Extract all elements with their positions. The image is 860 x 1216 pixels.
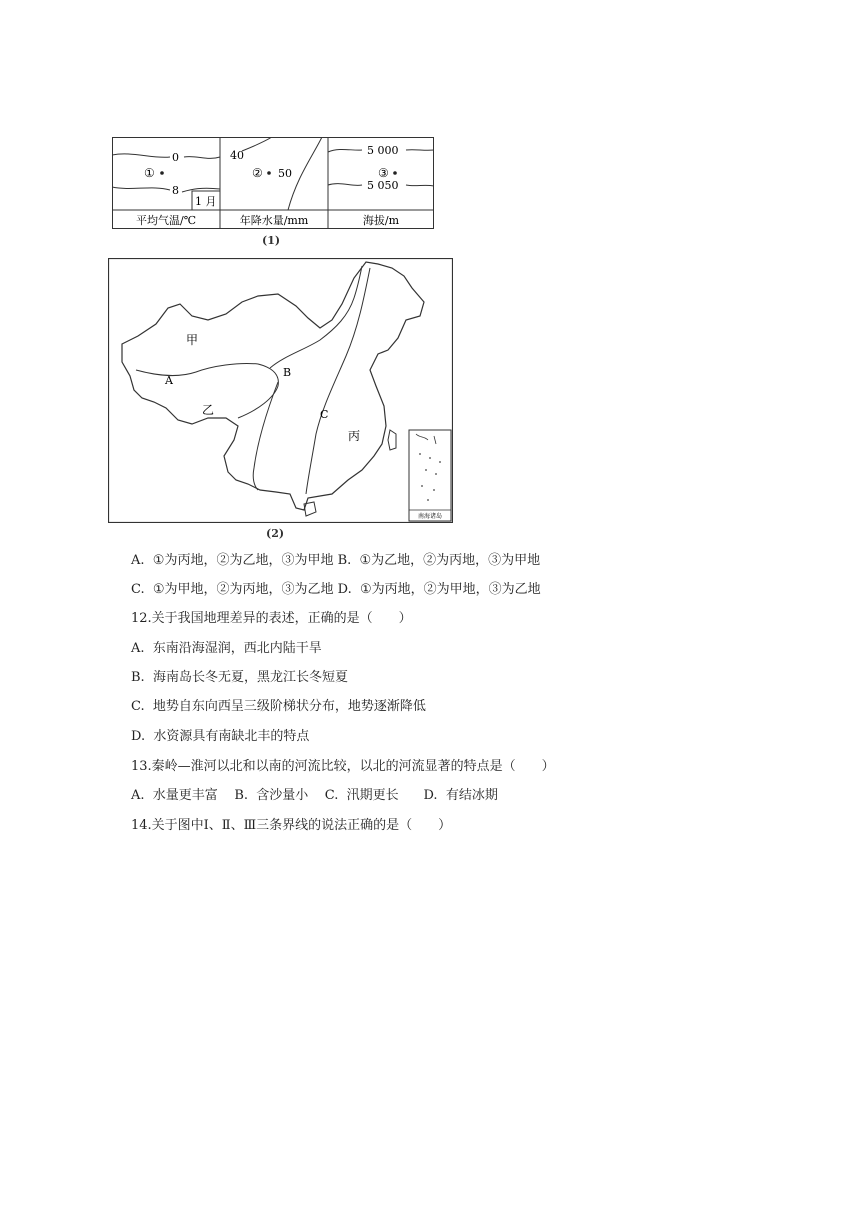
boundary-b-line	[270, 266, 362, 368]
panel3-point: ③	[378, 166, 389, 180]
q12-option-d: D. 水资源具有南缺北丰的特点	[131, 729, 310, 744]
panel3-dot	[393, 171, 397, 175]
panel2-point: ②	[252, 166, 263, 180]
boundary-b-lower	[253, 382, 278, 490]
panel2-isoline-right: 50	[278, 167, 292, 180]
panel3-isoline-bottom: 5 050	[367, 179, 399, 192]
q13-options: A. 水量更丰富 B. 含沙量小 C. 汛期更长 D. 有结冰期	[131, 788, 498, 803]
hainan-island	[304, 502, 316, 516]
q12-option-b: B. 海南岛长冬无夏，黑龙江长冬短夏	[131, 670, 348, 685]
panel1-isoline-bottom: 8	[172, 184, 179, 197]
inset-label: 南海诸岛	[417, 513, 443, 520]
panel2-dot	[267, 171, 271, 175]
region-yi: 乙	[202, 403, 215, 417]
q12-stem: 12.关于我国地理差异的表述，正确的是（ ）	[131, 611, 412, 626]
q14-stem: 14.关于图中Ⅰ、Ⅱ、Ⅲ三条界线的说法正确的是（ ）	[131, 818, 452, 833]
panel1-label: 平均气温/℃	[135, 214, 197, 227]
boundary-a-label: A	[165, 374, 173, 387]
panel1-month: 1 月	[195, 195, 217, 208]
taiwan-island	[388, 430, 396, 450]
q11-options-line1: A. ①为丙地，②为乙地，③为甲地 B. ①为乙地，②为丙地，③为甲地	[131, 553, 541, 568]
boundary-b-label: B	[283, 366, 292, 379]
panel2-label: 年降水量/mm	[239, 214, 309, 227]
panel1-point: ①	[144, 166, 155, 180]
figure1-caption: (1)	[262, 234, 281, 247]
boundary-c-line	[306, 268, 370, 494]
panel3-isoline-top: 5 000	[367, 144, 399, 157]
panel1-isoline-top: 0	[172, 151, 179, 164]
region-jia: 甲	[186, 333, 199, 347]
panel1-dot	[160, 171, 164, 175]
q11-options-line2: C. ①为甲地，②为丙地，③为乙地 D. ①为丙地，②为甲地，③为乙地	[131, 582, 541, 597]
q13-stem: 13.秦岭—淮河以北和以南的河流比较，以北的河流显著的特点是（ ）	[131, 759, 555, 774]
region-bing: 丙	[348, 429, 361, 443]
china-region-map	[108, 258, 453, 523]
boundary-c-label: C	[320, 408, 329, 421]
figure2-caption: (2)	[266, 527, 285, 540]
isoline-figure	[112, 137, 434, 229]
south-china-sea-inset	[409, 430, 451, 521]
panel2-isoline-left: 40	[230, 149, 244, 162]
panel3-label: 海拔/m	[362, 214, 400, 227]
q12-option-a: A. 东南沿海湿润，西北内陆干旱	[131, 641, 322, 656]
q12-option-c: C. 地势自东向西呈三级阶梯状分布，地势逐渐降低	[131, 699, 426, 714]
